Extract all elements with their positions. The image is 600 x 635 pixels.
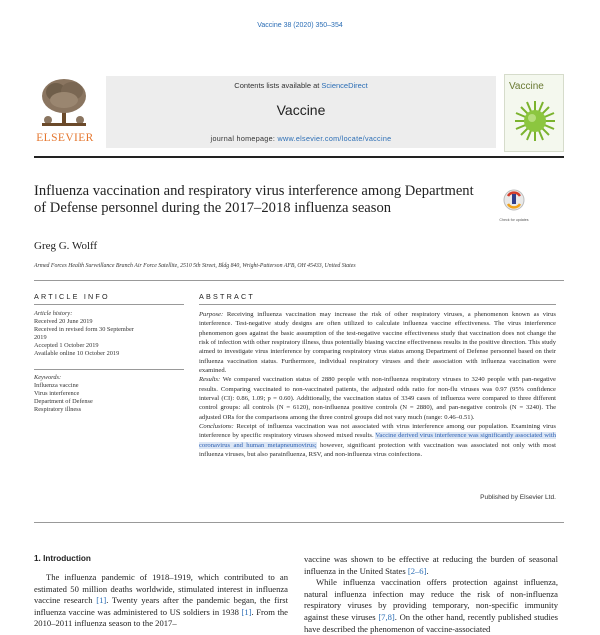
reference-link[interactable]: [1] bbox=[241, 606, 252, 617]
published-by: Published by Elsevier Ltd. bbox=[480, 494, 556, 501]
history-label: Article history: bbox=[34, 310, 73, 317]
sciencedirect-link[interactable]: ScienceDirect bbox=[321, 81, 368, 90]
contents-line bbox=[106, 81, 496, 90]
keywords-block bbox=[34, 374, 93, 414]
check-updates-label: Check for updates bbox=[499, 218, 529, 222]
keyword-item[interactable]: Influenza vaccine bbox=[34, 382, 79, 389]
journal-citation[interactable]: Vaccine 38 (2020) 350–354 bbox=[257, 22, 343, 29]
conclusions-text: Receipt of influenza vaccination was not associated with virus interference among our population. Examining virus interference by specific respiratory viruses showed mixed results. bbox=[199, 423, 556, 440]
abstract-bottom-rule bbox=[34, 522, 564, 523]
article-info-rule bbox=[34, 304, 184, 305]
history-item: Available online 10 October 2019 bbox=[34, 350, 120, 357]
history-item: Received 20 June 2019 bbox=[34, 318, 93, 325]
intro-paragraph bbox=[304, 554, 558, 577]
contents-prefix: Contents lists available at bbox=[234, 81, 322, 90]
journal-homepage-link[interactable]: www.elsevier.com/locate/vaccine bbox=[277, 134, 392, 143]
article-title: Influenza vaccination and respiratory virus interference among Department of Defense personnel during the 2017–2018 influenza season bbox=[34, 183, 474, 216]
intro-text: . From the 2010–2011 influenza season to the 2017– bbox=[34, 606, 288, 629]
virus-illustration-icon bbox=[513, 99, 557, 143]
intro-text: . bbox=[426, 565, 429, 576]
abstract-body bbox=[199, 310, 556, 460]
keyword-item[interactable]: Respiratory illness bbox=[34, 406, 82, 413]
introduction-heading: 1. Introduction bbox=[34, 554, 91, 563]
history-item: Accepted 1 October 2019 bbox=[34, 342, 99, 349]
elsevier-logo[interactable] bbox=[34, 74, 96, 152]
reference-link[interactable]: [7,8] bbox=[378, 611, 395, 622]
check-for-updates-button[interactable] bbox=[497, 188, 531, 222]
affiliation-rule bbox=[34, 280, 564, 281]
author-name[interactable]: Greg G. Wolff bbox=[34, 240, 98, 252]
header-rule bbox=[34, 156, 564, 158]
keywords-label: Keywords: bbox=[34, 374, 62, 381]
history-item: Received in revised form 30 September bbox=[34, 326, 134, 333]
elsevier-wordmark: ELSEVIER bbox=[36, 132, 94, 144]
author-affiliation: Armed Forces Health Surveillance Branch Air Force Satellite, 2510 5th Street, Bldg 840, Wright-Patterson AFB, OH 45433, United States bbox=[34, 263, 356, 269]
highlighted-text[interactable]: Vaccine derived virus interference was significantly associated with coronavirus and human metapneumovirus; bbox=[199, 432, 556, 449]
reference-link[interactable]: [2–6] bbox=[407, 565, 427, 576]
cover-title: Vaccine bbox=[509, 81, 544, 92]
keywords-rule bbox=[34, 369, 184, 370]
intro-text: . On the other hand, recently published studies have described the phenomenon of vaccine-associated bbox=[304, 611, 558, 634]
keyword-item[interactable]: Department of Defense bbox=[34, 398, 93, 405]
intro-text: . Twenty years after the pandemic began, the first influenza vaccine was administered to US soldiers in 1938 bbox=[34, 595, 288, 617]
journal-header bbox=[34, 74, 564, 152]
results-text: We compared vaccination status of 2880 people with non-influenza respiratory viruses to 3240 people with pan-negative results. Comparing vaccinated to non-vaccinated patients, the adjusted odds ratio for non-flu viruses was 0.97 (95% confidence interval (CI): 0.86, 1.09; p = 0.60). Additionally, the vaccination status of 3349 cases of influenza were compared to three different control groups: all controls (N = 6120), non-influenza positive controls (N = 2880), and pan-negative controls (N = 3240). The adjusted ORs for the comparisons among the three control groups did not vary much (range: 0.46–0.51). bbox=[199, 376, 556, 421]
results-label: Results: bbox=[199, 376, 221, 384]
intro-text: While influenza vaccination offers protection against influenza, natural influenza infection may reduce the risk of non-influenza respiratory viruses by providing temporary, non-specific immunity against these viruses bbox=[304, 577, 558, 622]
abstract-rule bbox=[199, 304, 556, 305]
intro-paragraph bbox=[304, 577, 558, 635]
reference-link[interactable]: [1] bbox=[96, 595, 107, 606]
conclusions-label: Conclusions: bbox=[199, 423, 234, 431]
check-updates-icon bbox=[497, 188, 531, 214]
conclusions-text-end: however, significant protection with vaccination was associated not only with most influenza viruses, but also parainfluenza, RSV, and non-influenza virus coinfections. bbox=[199, 441, 556, 459]
purpose-label: Purpose: bbox=[199, 311, 224, 318]
homepage-line bbox=[106, 134, 496, 143]
abstract-heading: ABSTRACT bbox=[199, 292, 255, 301]
article-info-heading: ARTICLE INFO bbox=[34, 292, 110, 301]
introduction-left-column bbox=[34, 572, 288, 630]
intro-text: vaccine was shown to be effective at reducing the burden of seasonal influenza in the United States bbox=[304, 554, 558, 576]
journal-title: Vaccine bbox=[276, 102, 326, 118]
article-history bbox=[34, 310, 134, 358]
journal-banner bbox=[106, 76, 496, 148]
elsevier-tree-icon bbox=[36, 76, 92, 128]
keyword-item[interactable]: Virus interference bbox=[34, 390, 80, 397]
purpose-text: Receiving influenza vaccination may increase the risk of other respiratory viruses, a phenomenon known as virus interference. Test-negative study designs are often utilized to calculate influenza vaccine effectiveness. The virus interference phenomenon goes against the basic assumption of the test-negative vaccine effectiveness study that vaccination does not change the risk of infection with other respiratory illness, thus potentially biasing vaccine effectiveness results in the positive direction. This study aimed to investigate virus interference by comparing respiratory virus status among Department of Defense personnel based on their influenza vaccination status. Furthermore, individual respiratory viruses and their association with influenza vaccination were examined. bbox=[199, 311, 556, 375]
introduction-right-column bbox=[304, 554, 558, 635]
intro-text: The influenza pandemic of 1918–1919, which contributed to an estimated 50 million deaths worldwide, stimulated interest in influenza vaccine research bbox=[34, 572, 288, 606]
journal-cover[interactable] bbox=[504, 74, 564, 152]
history-item: 2019 bbox=[34, 334, 47, 341]
homepage-prefix: journal homepage: bbox=[210, 134, 278, 143]
